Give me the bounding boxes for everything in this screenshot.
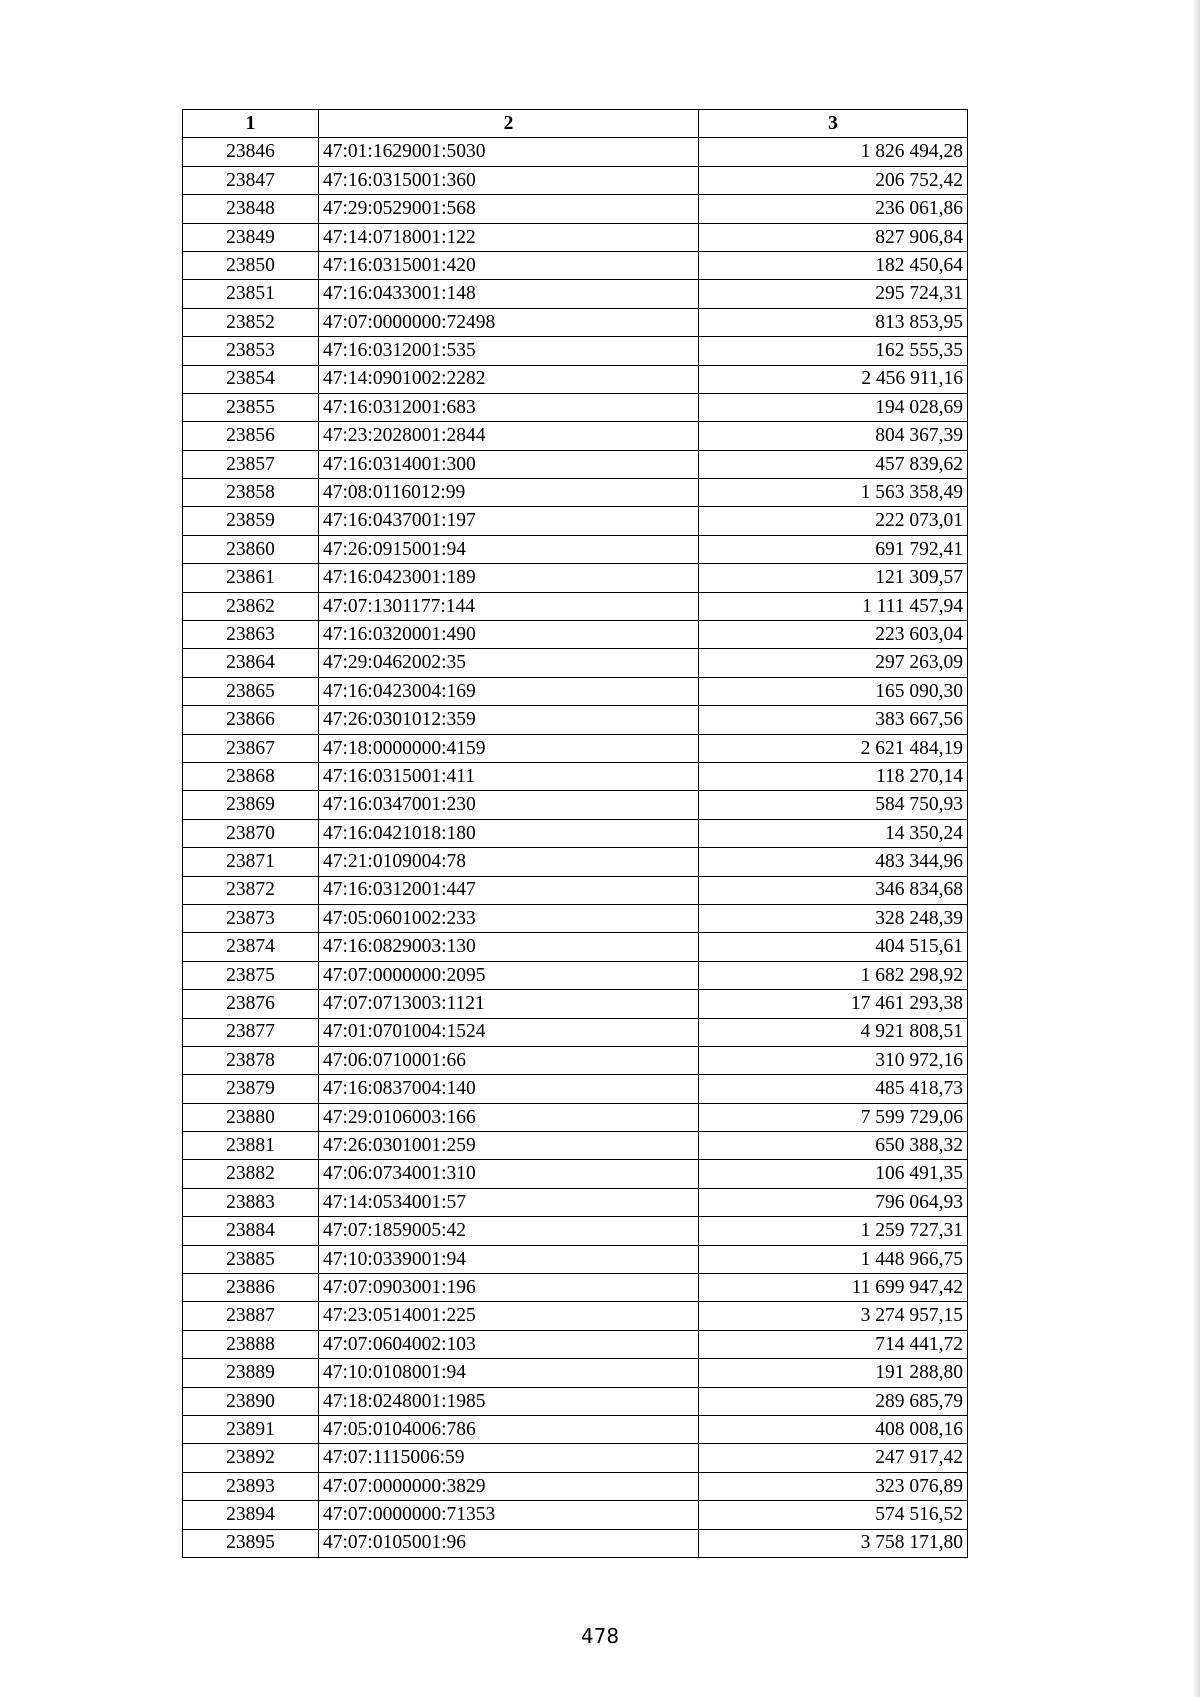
table-row: [183, 1103, 968, 1131]
cadastral-value-cell: 289 685,79: [699, 1387, 968, 1415]
cadastral-value-cell: 247 917,42: [699, 1444, 968, 1472]
table-row: [183, 138, 968, 166]
cadastral-value-cell: 11 699 947,42: [699, 1274, 968, 1302]
row-number-cell: 23873: [183, 904, 319, 932]
cadastral-number-cell: 47:16:0421018:180: [319, 819, 699, 847]
cadastral-value-cell: 297 263,09: [699, 649, 968, 677]
table-row: [183, 308, 968, 336]
table-row: [183, 1132, 968, 1160]
cadastral-number-cell: 47:16:0423001:189: [319, 564, 699, 592]
cadastral-number-cell: 47:16:0315001:360: [319, 166, 699, 194]
table-row: [183, 393, 968, 421]
cadastral-value-cell: 804 367,39: [699, 422, 968, 450]
cadastral-number-cell: 47:08:0116012:99: [319, 479, 699, 507]
cadastral-value-cell: 1 259 727,31: [699, 1217, 968, 1245]
cadastral-value-cell: 3 274 957,15: [699, 1302, 968, 1330]
table-row: [183, 592, 968, 620]
cadastral-value-cell: 222 073,01: [699, 507, 968, 535]
table-row: [183, 819, 968, 847]
table-row: [183, 1217, 968, 1245]
row-number-cell: 23855: [183, 393, 319, 421]
cadastral-number-cell: 47:23:0514001:225: [319, 1302, 699, 1330]
row-number-cell: 23850: [183, 251, 319, 279]
cadastral-value-cell: 383 667,56: [699, 706, 968, 734]
row-number-cell: 23878: [183, 1046, 319, 1074]
table-row: [183, 961, 968, 989]
row-number-cell: 23876: [183, 990, 319, 1018]
cadastral-number-cell: 47:16:0347001:230: [319, 791, 699, 819]
table-row: [183, 933, 968, 961]
cadastral-number-cell: 47:16:0312001:683: [319, 393, 699, 421]
row-number-cell: 23847: [183, 166, 319, 194]
table-row: [183, 904, 968, 932]
table-row: [183, 1046, 968, 1074]
row-number-cell: 23848: [183, 195, 319, 223]
row-number-cell: 23868: [183, 762, 319, 790]
table-row: [183, 1415, 968, 1443]
row-number-cell: 23893: [183, 1472, 319, 1500]
cadastral-value-cell: 796 064,93: [699, 1188, 968, 1216]
cadastral-number-cell: 47:07:1115006:59: [319, 1444, 699, 1472]
row-number-cell: 23885: [183, 1245, 319, 1273]
cadastral-value-cell: 1 448 966,75: [699, 1245, 968, 1273]
table-row: [183, 848, 968, 876]
cadastral-number-cell: 47:07:0000000:72498: [319, 308, 699, 336]
table-row: [183, 1444, 968, 1472]
cadastral-number-cell: 47:18:0000000:4159: [319, 734, 699, 762]
cadastral-value-cell: 2 621 484,19: [699, 734, 968, 762]
table-row: [183, 1302, 968, 1330]
cadastral-value-cell: 691 792,41: [699, 535, 968, 563]
table-row: [183, 876, 968, 904]
column-header-1: 1: [183, 110, 319, 138]
cadastral-number-cell: 47:16:0423004:169: [319, 677, 699, 705]
table-row: [183, 251, 968, 279]
table-row: [183, 223, 968, 251]
row-number-cell: 23870: [183, 819, 319, 847]
cadastral-number-cell: 47:07:0000000:2095: [319, 961, 699, 989]
cadastral-value-cell: 714 441,72: [699, 1330, 968, 1358]
cadastral-value-cell: 457 839,62: [699, 450, 968, 478]
cadastral-value-cell: 813 853,95: [699, 308, 968, 336]
cadastral-value-cell: 408 008,16: [699, 1415, 968, 1443]
table-row: [183, 734, 968, 762]
cadastral-value-cell: 1 682 298,92: [699, 961, 968, 989]
row-number-cell: 23894: [183, 1501, 319, 1529]
cadastral-value-cell: 827 906,84: [699, 223, 968, 251]
table-row: [183, 1529, 968, 1557]
row-number-cell: 23851: [183, 280, 319, 308]
row-number-cell: 23891: [183, 1415, 319, 1443]
cadastral-value-cell: 346 834,68: [699, 876, 968, 904]
cadastral-value-cell: 328 248,39: [699, 904, 968, 932]
table-row: [183, 564, 968, 592]
table-row: [183, 1330, 968, 1358]
cadastral-number-cell: 47:26:0301001:259: [319, 1132, 699, 1160]
row-number-cell: 23879: [183, 1075, 319, 1103]
table-row: [183, 1188, 968, 1216]
row-number-cell: 23852: [183, 308, 319, 336]
table-row: [183, 195, 968, 223]
cadastral-value-cell: 4 921 808,51: [699, 1018, 968, 1046]
cadastral-number-cell: 47:16:0314001:300: [319, 450, 699, 478]
page-edge-shadow: [1192, 0, 1200, 1697]
row-number-cell: 23865: [183, 677, 319, 705]
cadastral-number-cell: 47:06:0710001:66: [319, 1046, 699, 1074]
row-number-cell: 23853: [183, 337, 319, 365]
cadastral-number-cell: 47:06:0734001:310: [319, 1160, 699, 1188]
table-row: [183, 1501, 968, 1529]
cadastral-value-cell: 223 603,04: [699, 621, 968, 649]
row-number-cell: 23859: [183, 507, 319, 535]
cadastral-value-cell: 14 350,24: [699, 819, 968, 847]
page-number: 478: [580, 1624, 620, 1648]
row-number-cell: 23889: [183, 1359, 319, 1387]
table-row: [183, 337, 968, 365]
cadastral-value-cell: 1 563 358,49: [699, 479, 968, 507]
row-number-cell: 23875: [183, 961, 319, 989]
cadastral-value-cell: 295 724,31: [699, 280, 968, 308]
table-row: [183, 535, 968, 563]
cadastral-number-cell: 47:01:0701004:1524: [319, 1018, 699, 1046]
row-number-cell: 23886: [183, 1274, 319, 1302]
cadastral-number-cell: 47:26:0301012:359: [319, 706, 699, 734]
row-number-cell: 23863: [183, 621, 319, 649]
cadastral-number-cell: 47:14:0718001:122: [319, 223, 699, 251]
cadastral-value-cell: 191 288,80: [699, 1359, 968, 1387]
cadastral-number-cell: 47:07:0903001:196: [319, 1274, 699, 1302]
cadastral-number-cell: 47:07:1301177:144: [319, 592, 699, 620]
cadastral-number-cell: 47:14:0534001:57: [319, 1188, 699, 1216]
row-number-cell: 23881: [183, 1132, 319, 1160]
cadastral-number-cell: 47:29:0462002:35: [319, 649, 699, 677]
row-number-cell: 23869: [183, 791, 319, 819]
row-number-cell: 23882: [183, 1160, 319, 1188]
row-number-cell: 23854: [183, 365, 319, 393]
cadastral-number-cell: 47:16:0837004:140: [319, 1075, 699, 1103]
table-row: [183, 1018, 968, 1046]
table-row: [183, 706, 968, 734]
cadastral-number-cell: 47:23:2028001:2844: [319, 422, 699, 450]
cadastral-number-cell: 47:10:0339001:94: [319, 1245, 699, 1273]
row-number-cell: 23880: [183, 1103, 319, 1131]
table-row: [183, 1075, 968, 1103]
row-number-cell: 23892: [183, 1444, 319, 1472]
cadastral-value-cell: 650 388,32: [699, 1132, 968, 1160]
row-number-cell: 23884: [183, 1217, 319, 1245]
cadastral-value-cell: 574 516,52: [699, 1501, 968, 1529]
cadastral-value-cell: 236 061,86: [699, 195, 968, 223]
cadastral-value-cell: 1 111 457,94: [699, 592, 968, 620]
table-row: [183, 791, 968, 819]
row-number-cell: 23857: [183, 450, 319, 478]
table-row: [183, 677, 968, 705]
cadastral-value-cell: 310 972,16: [699, 1046, 968, 1074]
table-row: [183, 1387, 968, 1415]
cadastral-value-cell: 485 418,73: [699, 1075, 968, 1103]
cadastral-number-cell: 47:07:0604002:103: [319, 1330, 699, 1358]
table-row: [183, 1245, 968, 1273]
table-row: [183, 1359, 968, 1387]
table-body: [183, 138, 968, 1558]
table-row: [183, 1274, 968, 1302]
table-row: [183, 166, 968, 194]
row-number-cell: 23887: [183, 1302, 319, 1330]
cadastral-value-cell: 3 758 171,80: [699, 1529, 968, 1557]
cadastral-value-cell: 1 826 494,28: [699, 138, 968, 166]
table-row: [183, 280, 968, 308]
table-row: [183, 422, 968, 450]
cadastral-value-cell: 483 344,96: [699, 848, 968, 876]
cadastral-value-table: [182, 109, 968, 1558]
row-number-cell: 23862: [183, 592, 319, 620]
row-number-cell: 23877: [183, 1018, 319, 1046]
row-number-cell: 23895: [183, 1529, 319, 1557]
cadastral-number-cell: 47:16:0437001:197: [319, 507, 699, 535]
cadastral-value-cell: 323 076,89: [699, 1472, 968, 1500]
table-row: [183, 1472, 968, 1500]
cadastral-number-cell: 47:16:0315001:411: [319, 762, 699, 790]
cadastral-number-cell: 47:18:0248001:1985: [319, 1387, 699, 1415]
cadastral-number-cell: 47:01:1629001:5030: [319, 138, 699, 166]
row-number-cell: 23883: [183, 1188, 319, 1216]
cadastral-number-cell: 47:16:0433001:148: [319, 280, 699, 308]
row-number-cell: 23858: [183, 479, 319, 507]
cadastral-number-cell: 47:07:0713003:1121: [319, 990, 699, 1018]
cadastral-value-cell: 118 270,14: [699, 762, 968, 790]
cadastral-number-cell: 47:29:0106003:166: [319, 1103, 699, 1131]
cadastral-number-cell: 47:07:1859005:42: [319, 1217, 699, 1245]
row-number-cell: 23849: [183, 223, 319, 251]
cadastral-number-cell: 47:29:0529001:568: [319, 195, 699, 223]
table-header-row: [183, 110, 968, 138]
table-row: [183, 479, 968, 507]
table-row: [183, 762, 968, 790]
cadastral-value-cell: 194 028,69: [699, 393, 968, 421]
cadastral-number-cell: 47:07:0105001:96: [319, 1529, 699, 1557]
row-number-cell: 23871: [183, 848, 319, 876]
cadastral-number-cell: 47:16:0315001:420: [319, 251, 699, 279]
cadastral-value-cell: 165 090,30: [699, 677, 968, 705]
cadastral-value-cell: 404 515,61: [699, 933, 968, 961]
row-number-cell: 23846: [183, 138, 319, 166]
cadastral-number-cell: 47:10:0108001:94: [319, 1359, 699, 1387]
row-number-cell: 23890: [183, 1387, 319, 1415]
table-row: [183, 507, 968, 535]
cadastral-number-cell: 47:26:0915001:94: [319, 535, 699, 563]
cadastral-number-cell: 47:14:0901002:2282: [319, 365, 699, 393]
cadastral-number-cell: 47:16:0312001:447: [319, 876, 699, 904]
cadastral-value-cell: 7 599 729,06: [699, 1103, 968, 1131]
row-number-cell: 23856: [183, 422, 319, 450]
table-row: [183, 649, 968, 677]
table-row: [183, 621, 968, 649]
table-row: [183, 1160, 968, 1188]
table-row: [183, 365, 968, 393]
cadastral-number-cell: 47:21:0109004:78: [319, 848, 699, 876]
cadastral-value-cell: 584 750,93: [699, 791, 968, 819]
cadastral-value-cell: 206 752,42: [699, 166, 968, 194]
row-number-cell: 23861: [183, 564, 319, 592]
row-number-cell: 23872: [183, 876, 319, 904]
table-row: [183, 990, 968, 1018]
row-number-cell: 23864: [183, 649, 319, 677]
cadastral-value-cell: 162 555,35: [699, 337, 968, 365]
cadastral-value-cell: 121 309,57: [699, 564, 968, 592]
row-number-cell: 23874: [183, 933, 319, 961]
cadastral-number-cell: 47:16:0320001:490: [319, 621, 699, 649]
cadastral-number-cell: 47:16:0829003:130: [319, 933, 699, 961]
cadastral-number-cell: 47:05:0601002:233: [319, 904, 699, 932]
cadastral-number-cell: 47:07:0000000:71353: [319, 1501, 699, 1529]
cadastral-value-cell: 2 456 911,16: [699, 365, 968, 393]
row-number-cell: 23888: [183, 1330, 319, 1358]
cadastral-value-cell: 17 461 293,38: [699, 990, 968, 1018]
row-number-cell: 23867: [183, 734, 319, 762]
row-number-cell: 23860: [183, 535, 319, 563]
cadastral-value-cell: 106 491,35: [699, 1160, 968, 1188]
column-header-2: 2: [319, 110, 699, 138]
column-header-3: 3: [699, 110, 968, 138]
cadastral-number-cell: 47:05:0104006:786: [319, 1415, 699, 1443]
cadastral-number-cell: 47:16:0312001:535: [319, 337, 699, 365]
cadastral-value-cell: 182 450,64: [699, 251, 968, 279]
table-row: [183, 450, 968, 478]
cadastral-number-cell: 47:07:0000000:3829: [319, 1472, 699, 1500]
row-number-cell: 23866: [183, 706, 319, 734]
